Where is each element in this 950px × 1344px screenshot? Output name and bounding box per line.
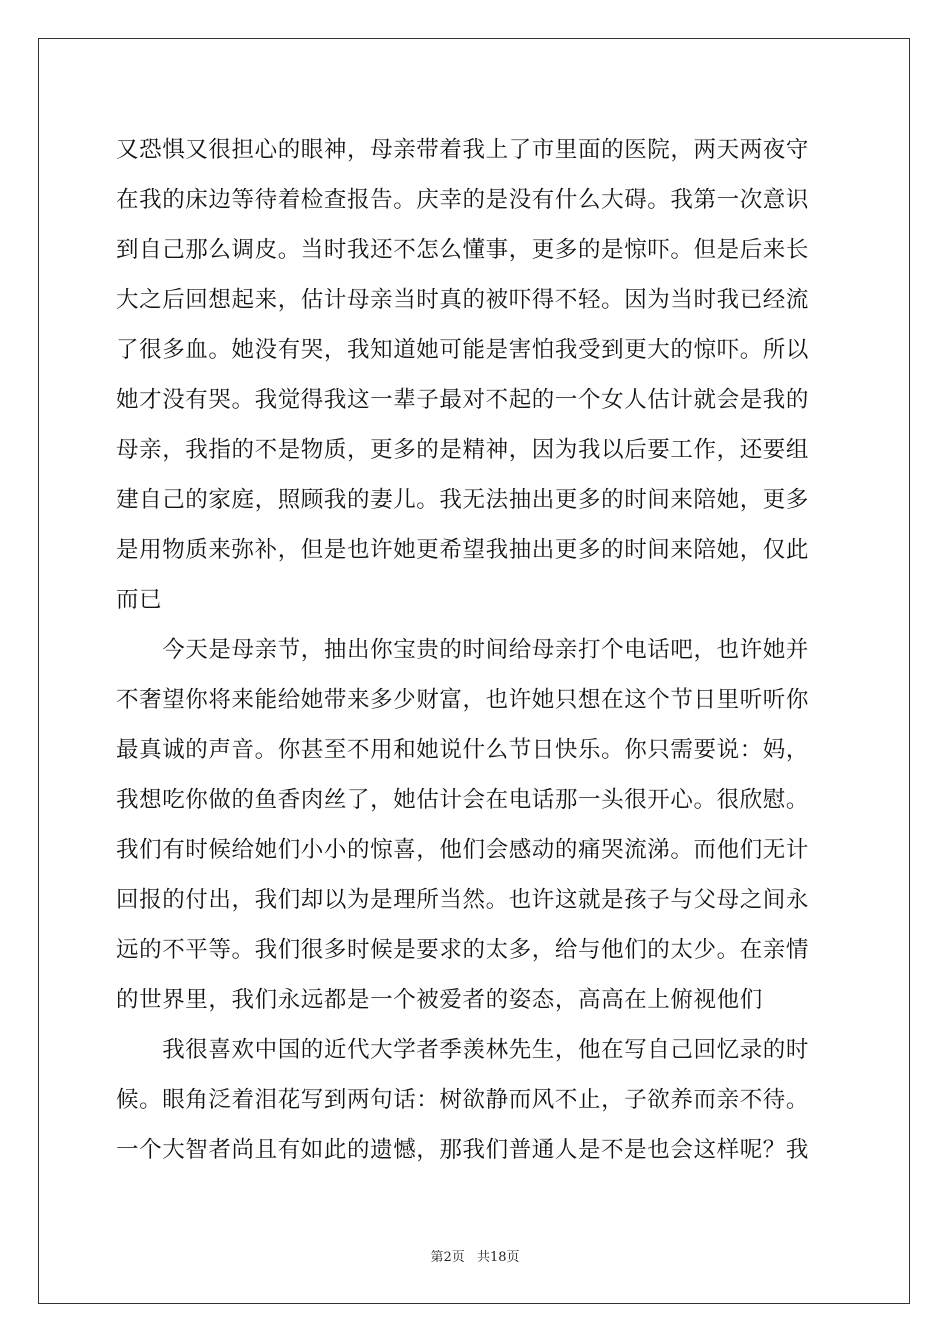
text-line: 在我的床边等待着检查报告。庆幸的是没有什么大碍。我第一次意识 xyxy=(116,187,810,213)
text-line: 回报的付出，我们却以为是理所当然。也许这就是孩子与父母之间永 xyxy=(116,887,810,913)
text-line: 是用物质来弥补，但是也许她更希望我抽出更多的时间来陪她，仅此 xyxy=(116,537,810,563)
text-line: 我们有时候给她们小小的惊喜，他们会感动的痛哭流涕。而他们无计 xyxy=(116,837,810,863)
text-line: 建自己的家庭，照顾我的妻儿。我无法抽出更多的时间来陪她，更多 xyxy=(116,487,810,513)
text-line: 到自己那么调皮。当时我还不怎么懂事，更多的是惊吓。但是后来长 xyxy=(116,237,810,263)
paragraph-start-line: 今天是母亲节，抽出你宝贵的时间给母亲打个电话吧，也许她并 xyxy=(116,637,810,663)
text-line: 了很多血。她没有哭，我知道她可能是害怕我受到更大的惊吓。所以 xyxy=(116,337,810,363)
text-line: 一个大智者尚且有如此的遗憾，那我们普通人是不是也会这样呢？我 xyxy=(116,1137,810,1163)
page-total: 共18页 xyxy=(476,1250,520,1265)
text-line: 候。眼角泛着泪花写到两句话：树欲静而风不止，子欲养而亲不待。 xyxy=(116,1087,810,1113)
text-line: 远的不平等。我们很多时候是要求的太多，给与他们的太少。在亲情 xyxy=(116,937,810,963)
text-line: 而已 xyxy=(116,587,163,613)
page-number: 第2页 xyxy=(430,1250,465,1265)
page-footer xyxy=(0,1246,950,1265)
text-line: 又恐惧又很担心的眼神，母亲带着我上了市里面的医院，两天两夜守 xyxy=(116,137,810,163)
text-line: 不奢望你将来能给她带来多少财富，也许她只想在这个节日里听听你 xyxy=(116,687,810,713)
text-line: 的世界里，我们永远都是一个被爱者的姿态，高高在上俯视他们 xyxy=(116,987,763,1013)
text-line: 她才没有哭。我觉得我这一辈子最对不起的一个女人估计就会是我的 xyxy=(116,387,810,413)
document-body xyxy=(116,125,832,1175)
text-line: 最真诚的声音。你甚至不用和她说什么节日快乐。你只需要说：妈， xyxy=(116,737,810,763)
paragraph-start-line: 我很喜欢中国的近代大学者季羡林先生，他在写自己回忆录的时 xyxy=(116,1037,810,1063)
text-line: 我想吃你做的鱼香肉丝了，她估计会在电话那一头很开心。很欣慰。 xyxy=(116,787,810,813)
text-line: 母亲，我指的不是物质，更多的是精神，因为我以后要工作，还要组 xyxy=(116,437,810,463)
text-line: 大之后回想起来，估计母亲当时真的被吓得不轻。因为当时我已经流 xyxy=(116,287,810,313)
